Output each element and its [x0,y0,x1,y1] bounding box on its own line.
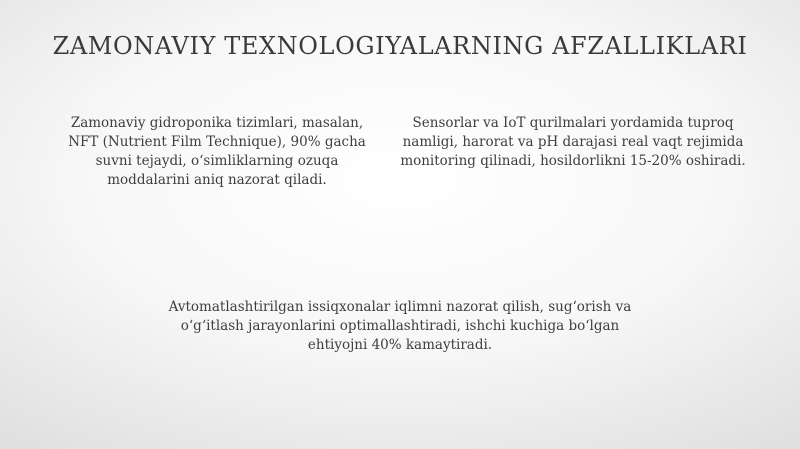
paragraph-greenhouse: Avtomatlashtirilgan issiqxonalar iqlimni nazorat qilish, sug‘orish va o‘g‘itlash jarayonlarini optimallashtiradi, ishchi kuchiga bo‘lgan ehtiyojni 40% kamaytiradi. [168,299,632,353]
paragraph-iot: Sensorlar va IoT qurilmalari yordamida tuproq namligi, harorat va pH darajasi real vaqt rejimida monitoring qilinadi, hosildorlikni 15-20% oshiradi. [400,115,746,169]
slide-title: ZAMONAVIY TEXNOLOGIYALARNING AFZALLIKLARI [52,32,748,60]
paragraph-hydroponics: Zamonaviy gidroponika tizimlari, masalan, NFT (Nutrient Film Technique), 90% gacha suvni tejaydi, o‘simliklarning ozuqa moddalarini aniq nazorat qiladi. [68,115,366,188]
